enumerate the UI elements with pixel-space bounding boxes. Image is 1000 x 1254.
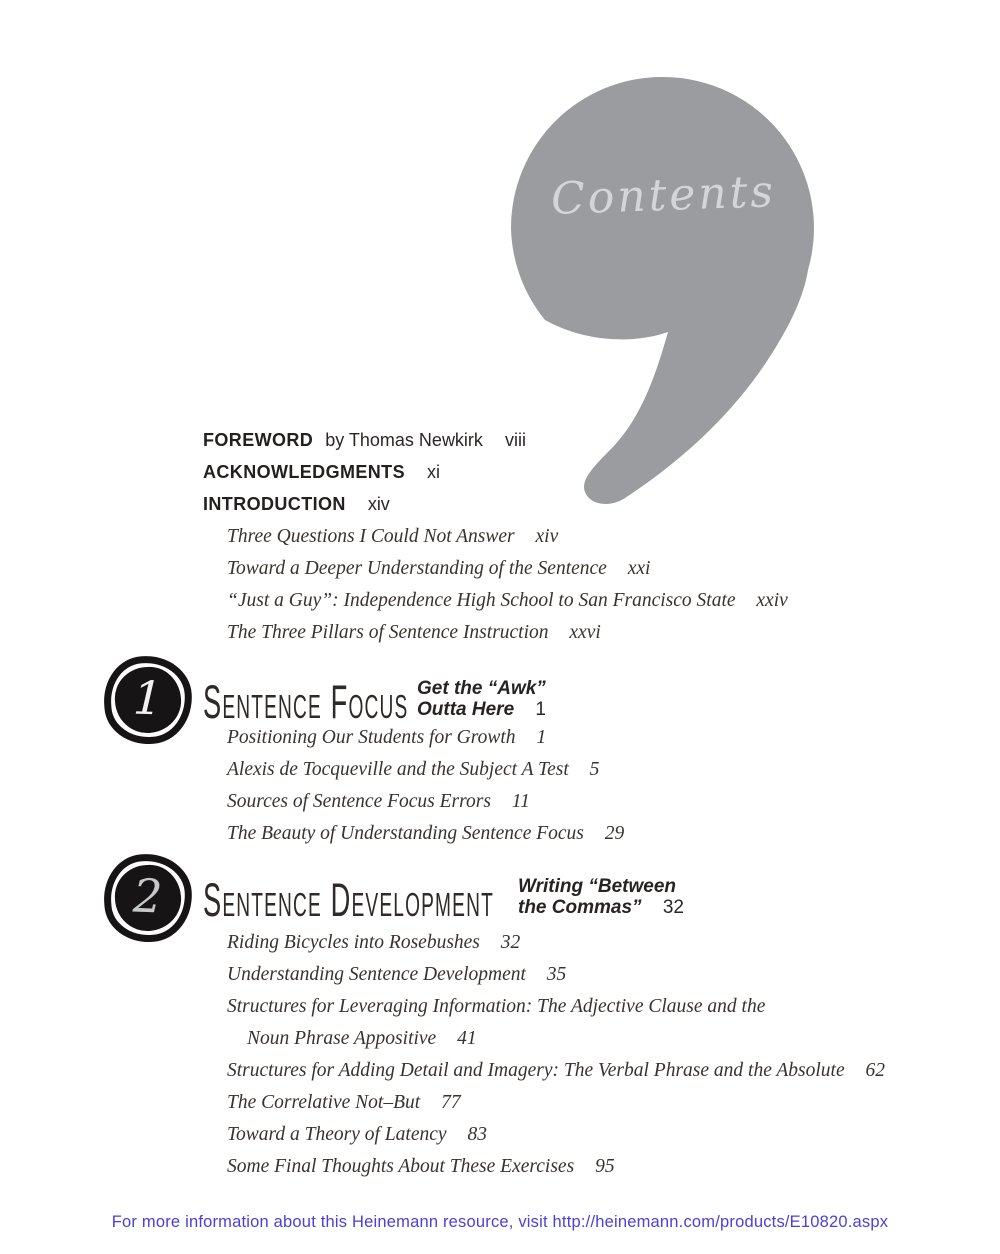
introduction-entries <box>227 521 788 649</box>
chapter-1-subtitle <box>417 678 546 720</box>
toc-row-foreword <box>203 424 526 456</box>
chapter-2-title: Sentence Development <box>203 873 494 926</box>
entry-title: Noun Phrase Appositive <box>247 1028 437 1049</box>
entry-title: The Three Pillars of Sentence Instruction <box>227 622 549 643</box>
entry-title: Sources of Sentence Focus Errors <box>227 791 491 812</box>
comma-shape <box>511 77 814 504</box>
front-matter-list <box>203 424 526 520</box>
entry-title: Understanding Sentence Development <box>227 964 526 985</box>
chapter-1-title: Sentence Focus <box>203 675 409 728</box>
toc-row <box>227 1055 885 1087</box>
entry-title: Structures for Leveraging Information: The Adjective Clause and the <box>227 996 766 1017</box>
toc-row <box>227 521 788 553</box>
acknowledgments-label: ACKNOWLEDGMENTS <box>203 462 405 482</box>
page-number: 62 <box>865 1060 885 1081</box>
page-number: xxiv <box>756 590 788 611</box>
footer-resource-link[interactable]: For more information about this Heinemann resource, visit http://heinemann.com/products/E10820.aspx <box>111 1213 889 1231</box>
subtitle-line: Get the “Awk” <box>417 678 546 699</box>
toc-row-acknowledgments <box>203 456 526 488</box>
foreword-label: FOREWORD <box>203 430 314 450</box>
toc-row <box>227 1023 885 1055</box>
page-number: 1 <box>535 699 546 720</box>
page-title: Contents <box>550 166 777 225</box>
toc-row <box>227 553 788 585</box>
page-number: 95 <box>595 1156 615 1177</box>
page-number: 5 <box>589 759 600 780</box>
entry-title: Structures for Adding Detail and Imagery: The Verbal Phrase and the Absolute <box>227 1060 845 1081</box>
chapter-1-badge-disc <box>113 665 183 735</box>
page-number: 41 <box>457 1028 477 1049</box>
comma-graphic <box>500 60 820 505</box>
entry-title: Alexis de Tocqueville and the Subject A Test <box>227 759 569 780</box>
toc-row <box>227 818 624 850</box>
foreword-author: by Thomas Newkirk <box>325 430 483 450</box>
page-number: xxvi <box>569 622 601 643</box>
toc-row <box>227 722 624 754</box>
subtitle-line: Outta Here <box>417 699 515 720</box>
page-number: 29 <box>604 823 625 844</box>
subtitle-line: Writing “Between <box>518 876 676 897</box>
entry-title: Positioning Our Students for Growth <box>227 727 516 748</box>
toc-row <box>227 927 885 959</box>
entry-title: Some Final Thoughts About These Exercises <box>227 1156 575 1177</box>
toc-row <box>227 585 788 617</box>
page-number: xiv <box>535 526 559 547</box>
toc-row <box>227 1151 885 1183</box>
chapter-2-badge-disc <box>113 863 183 933</box>
page-number: 83 <box>467 1124 487 1145</box>
chapter-2-subtitle <box>518 876 684 918</box>
page-number: 32 <box>500 932 521 953</box>
page-number: 32 <box>662 897 684 918</box>
toc-row <box>227 1119 885 1151</box>
toc-row <box>227 1087 885 1119</box>
page-number: xiv <box>367 494 390 514</box>
entry-title: Toward a Deeper Understanding of the Sentence <box>227 558 607 579</box>
page-number: xi <box>427 462 441 482</box>
entry-title: Toward a Theory of Latency <box>227 1124 447 1145</box>
toc-row <box>227 991 885 1023</box>
chapter-2-badge <box>101 851 195 945</box>
chapter-1-entries <box>227 722 624 850</box>
page-number: 11 <box>511 791 530 812</box>
page-number: 35 <box>546 964 567 985</box>
entry-title: “Just a Guy”: Independence High School to San Francisco State <box>227 590 736 611</box>
chapter-1-badge <box>101 653 195 747</box>
toc-row <box>227 754 624 786</box>
subtitle-line: the Commas” <box>518 897 642 918</box>
page-number: 1 <box>536 727 547 748</box>
page-number: xxi <box>627 558 651 579</box>
entry-title: Three Questions I Could Not Answer <box>227 526 515 547</box>
chapter-2-entries <box>227 927 885 1183</box>
toc-row-introduction <box>203 488 526 520</box>
page-number: 77 <box>441 1092 461 1113</box>
toc-row <box>227 959 885 991</box>
chapter-1-number: 1 <box>132 670 164 726</box>
chapter-2-number: 2 <box>132 868 164 924</box>
entry-title: Riding Bicycles into Rosebushes <box>227 932 480 953</box>
page-number: viii <box>504 430 526 450</box>
toc-row <box>227 617 788 649</box>
entry-title: The Beauty of Understanding Sentence Focus <box>227 823 584 844</box>
toc-row <box>227 786 624 818</box>
entry-title: The Correlative Not–But <box>227 1092 421 1113</box>
introduction-label: INTRODUCTION <box>203 494 346 514</box>
